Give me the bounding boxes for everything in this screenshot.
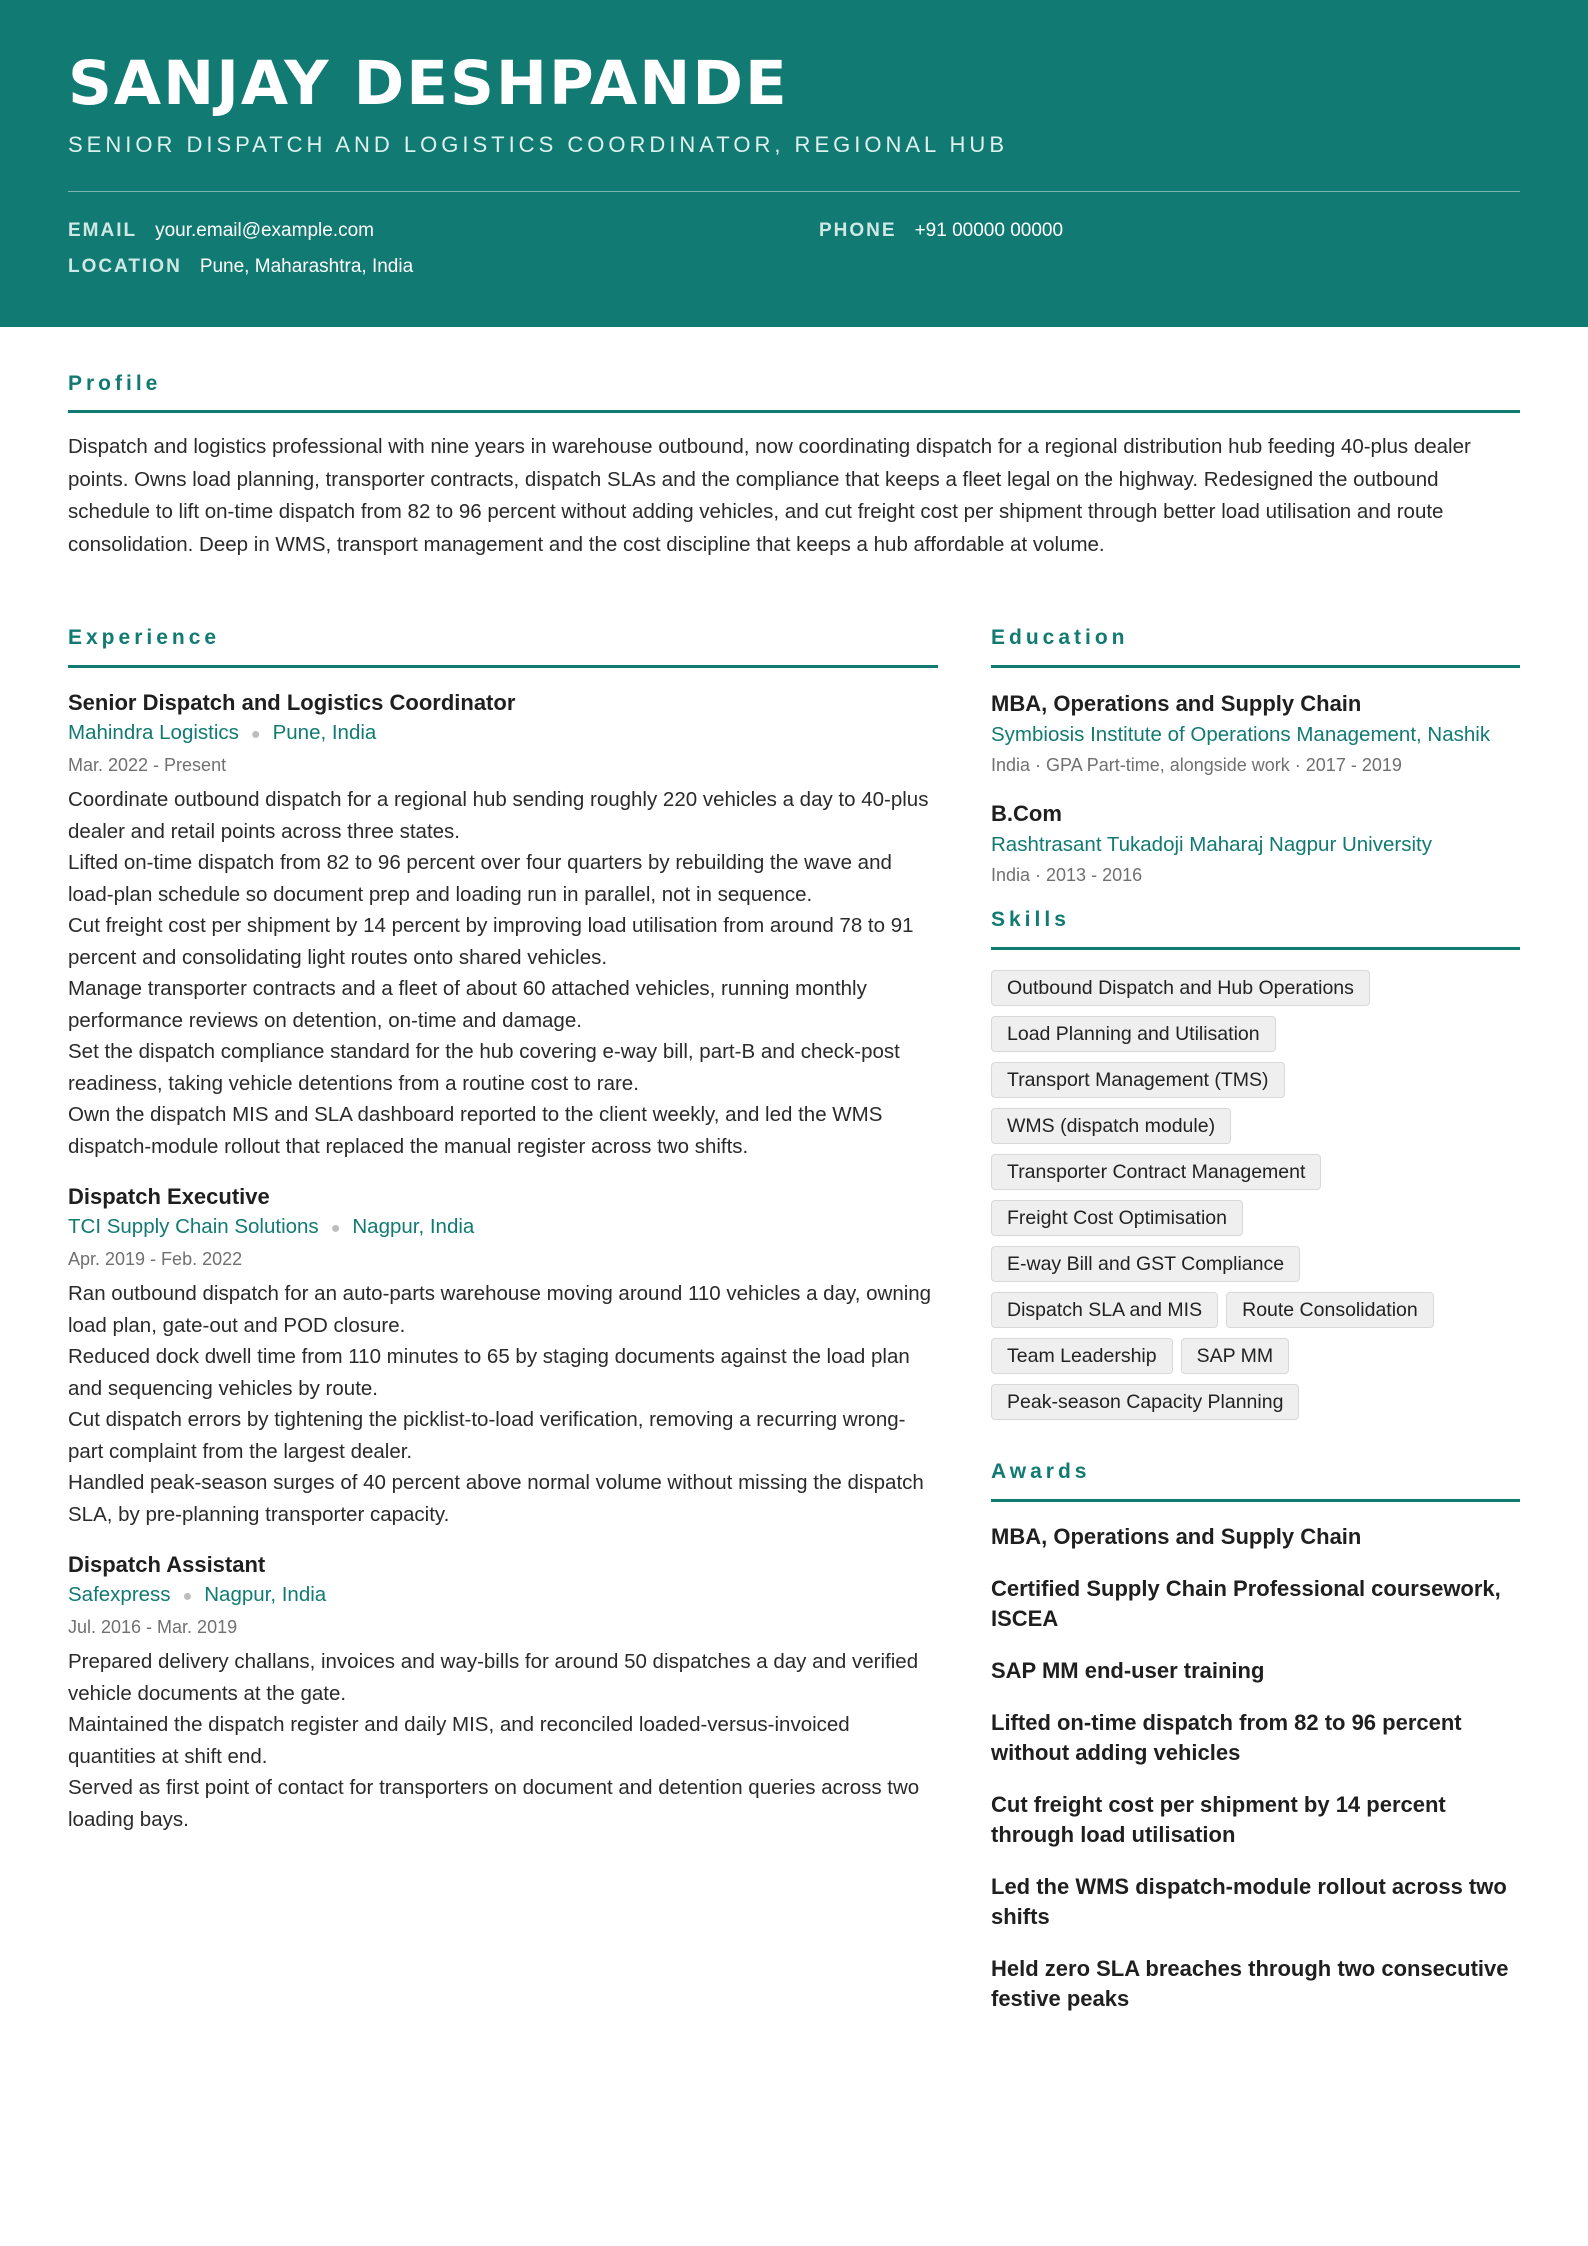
award-item: Led the WMS dispatch-module rollout across two shifts <box>991 1874 1507 1929</box>
candidate-title: SENIOR DISPATCH AND LOGISTICS COORDINATOR, REGIONAL HUB <box>68 132 1008 157</box>
awards-divider <box>991 1499 1520 1502</box>
contact-phone <box>819 219 1063 243</box>
job-bullet: Maintained the dispatch register and daily MIS, and reconciled loaded-versus-invoiced quantities at shift end. <box>68 1713 850 1768</box>
separator-dot-icon: ● <box>330 1220 341 1237</box>
award-item: MBA, Operations and Supply Chain <box>991 1524 1362 1549</box>
phone-value: +91 00000 00000 <box>914 220 1064 241</box>
candidate-name: SANJAY DESHPANDE <box>68 48 789 119</box>
experience-section <box>68 626 938 1855</box>
awards-heading: Awards <box>991 1460 1091 1483</box>
edu-meta: India · 2013 - 2016 <box>991 865 1143 885</box>
edu-meta: India · GPA Part-time, alongside work · 2017 - 2019 <box>991 755 1402 775</box>
job-title: Dispatch Executive <box>68 1184 270 1209</box>
profile-divider <box>68 410 1520 413</box>
skill-tag: SAP MM <box>1181 1338 1290 1374</box>
skill-tag: E-way Bill and GST Compliance <box>991 1246 1300 1282</box>
skill-tag: Peak-season Capacity Planning <box>991 1384 1299 1420</box>
job-bullet: Ran outbound dispatch for an auto-parts warehouse moving around 110 vehicles a day, owning load plan, gate-out and POD closure. <box>68 1282 932 1337</box>
award-item: Certified Supply Chain Professional coursework, ISCEA <box>991 1576 1501 1631</box>
skill-tag: Freight Cost Optimisation <box>991 1200 1243 1236</box>
skill-tag: Route Consolidation <box>1226 1292 1434 1328</box>
job-company: Mahindra Logistics <box>68 721 239 744</box>
job-meta <box>68 1580 938 1612</box>
education-entry <box>991 798 1520 890</box>
separator-dot-icon: ● <box>250 726 261 743</box>
job-dates: Jul. 2016 - Mar. 2019 <box>68 1617 238 1637</box>
separator-dot-icon: ● <box>182 1588 193 1605</box>
job-dates: Apr. 2019 - Feb. 2022 <box>68 1249 243 1269</box>
edu-degree: MBA, Operations and Supply Chain <box>991 691 1362 716</box>
job-bullet: Own the dispatch MIS and SLA dashboard reported to the client weekly, and led the WMS dispatch-module rollout that replaced the manual register across two shifts. <box>68 1103 883 1158</box>
skill-tag: Load Planning and Utilisation <box>991 1016 1276 1052</box>
award-item: SAP MM end-user training <box>991 1658 1265 1683</box>
job-location: Pune, India <box>272 721 377 744</box>
edu-school: Rashtrasant Tukadoji Maharaj Nagpur University <box>991 833 1432 856</box>
job-bullet: Handled peak-season surges of 40 percent above normal volume without missing the dispatch SLA, by pre-planning transporter capacity. <box>68 1471 924 1526</box>
job-bullet: Served as first point of contact for transporters on document and detention queries across two loading bays. <box>68 1776 920 1831</box>
contact-location <box>68 255 413 279</box>
header-divider <box>68 191 1520 192</box>
resume-header <box>0 0 1588 327</box>
contact-email <box>68 219 374 243</box>
job-bullet: Manage transporter contracts and a fleet of about 60 attached vehicles, running monthly performance reviews on detention, on-time and damage. <box>68 977 867 1032</box>
job-title: Senior Dispatch and Logistics Coordinator <box>68 690 516 715</box>
skill-tag: Transporter Contract Management <box>991 1154 1321 1190</box>
sidebar-column <box>991 626 1520 2036</box>
edu-degree: B.Com <box>991 801 1062 826</box>
profile-heading: Profile <box>68 372 162 395</box>
skill-tag: Dispatch SLA and MIS <box>991 1292 1218 1328</box>
skills-heading: Skills <box>991 908 1070 931</box>
phone-label: PHONE <box>819 220 897 241</box>
job-bullet: Set the dispatch compliance standard for the hub covering e-way bill, part-B and check-post readiness, taking vehicle detentions from a routine cost to rare. <box>68 1040 900 1095</box>
job-bullet: Prepared delivery challans, invoices and way-bills for around 50 dispatches a day and verified vehicle documents at the gate. <box>68 1650 919 1705</box>
skills-list <box>991 970 1520 1420</box>
job-location: Nagpur, India <box>204 1583 327 1606</box>
award-item: Lifted on-time dispatch from 82 to 96 percent without adding vehicles <box>991 1710 1462 1765</box>
location-label: LOCATION <box>68 256 182 277</box>
job-dates: Mar. 2022 - Present <box>68 755 227 775</box>
experience-divider <box>68 665 938 668</box>
skill-tag: Team Leadership <box>991 1338 1173 1374</box>
experience-heading: Experience <box>68 626 221 649</box>
job-title: Dispatch Assistant <box>68 1552 266 1577</box>
job-location: Nagpur, India <box>352 1215 475 1238</box>
profile-summary: Dispatch and logistics professional with nine years in warehouse outbound, now coordinating dispatch for a regional distribution hub feeding 40-plus dealer points. Owns load planning, transporter contracts, dispatch SLAs and the compliance that keeps a fleet legal on the highway. Redesigned the outbound schedule to lift on-time dispatch from 82 to 96 percent without adding vehicles, and cut freight cost per shipment through better load utilisation and route consolidation. Deep in WMS, transport management and the cost discipline that keeps a hub affordable at volume. <box>68 435 1471 556</box>
job-bullet: Cut dispatch errors by tightening the picklist-to-load verification, removing a recurring wrong-part complaint from the largest dealer. <box>68 1408 906 1463</box>
job-entry <box>68 688 938 1162</box>
education-heading: Education <box>991 626 1129 649</box>
award-item: Held zero SLA breaches through two consecutive festive peaks <box>991 1956 1509 2011</box>
skill-tag: WMS (dispatch module) <box>991 1108 1231 1144</box>
edu-school: Symbiosis Institute of Operations Management, Nashik <box>991 723 1491 746</box>
job-bullet: Lifted on-time dispatch from 82 to 96 percent over four quarters by rebuilding the wave and load-plan schedule so document prep and loading run in parallel, not in sequence. <box>68 851 892 906</box>
education-divider <box>991 665 1520 668</box>
location-value: Pune, Maharashtra, India <box>199 256 414 277</box>
job-bullet: Coordinate outbound dispatch for a regional hub sending roughly 220 vehicles a day to 40-plus dealer and retail points across three states. <box>68 788 929 843</box>
email-label: EMAIL <box>68 220 138 241</box>
education-entry <box>991 688 1520 780</box>
job-company: TCI Supply Chain Solutions <box>68 1215 319 1238</box>
award-item: Cut freight cost per shipment by 14 percent through load utilisation <box>991 1792 1446 1847</box>
job-entry <box>68 1550 938 1835</box>
job-entry <box>68 1182 938 1530</box>
awards-section <box>991 1460 1520 2014</box>
job-meta <box>68 718 938 750</box>
skill-tag: Transport Management (TMS) <box>991 1062 1285 1098</box>
job-company: Safexpress <box>68 1583 171 1606</box>
job-bullet: Reduced dock dwell time from 110 minutes to 65 by staging documents against the load plan and sequencing vehicles by route. <box>68 1345 910 1400</box>
skills-divider <box>991 947 1520 950</box>
job-bullet: Cut freight cost per shipment by 14 percent by improving load utilisation from around 78 to 91 percent and consolidating light routes onto shared vehicles. <box>68 914 914 969</box>
skill-tag: Outbound Dispatch and Hub Operations <box>991 970 1370 1006</box>
job-meta <box>68 1212 938 1244</box>
email-value: your.email@example.com <box>155 220 374 241</box>
skills-section <box>991 908 1520 1420</box>
